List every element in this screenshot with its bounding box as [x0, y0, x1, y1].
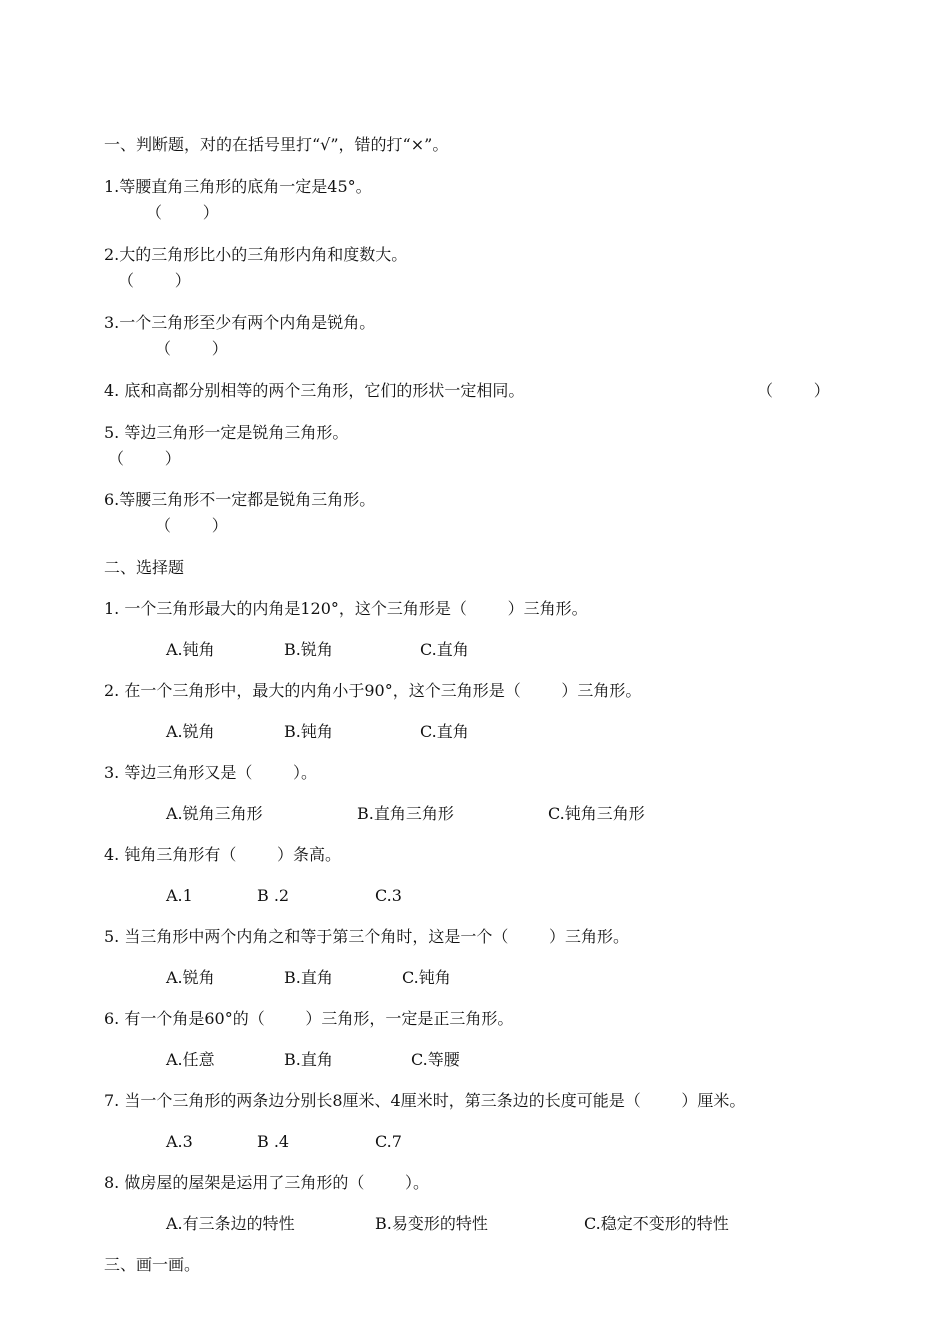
choice-question-3: 3. 等边三角形又是（ ）。 [104, 763, 318, 782]
section-1-title: 一、判断题，对的在括号里打“√”，错的打“×”。 [104, 135, 449, 154]
judge-item-1: 1.等腰直角三角形的底角一定是45°。 [104, 177, 372, 196]
choice-2-option-c: C.直角 [420, 722, 469, 741]
choice-7-option-a: A.3 [166, 1132, 193, 1151]
judge-item-4: 4. 底和高都分别相等的两个三角形，它们的形状一定相同。 [104, 381, 525, 400]
choice-3-option-a: A.锐角三角形 [166, 804, 263, 823]
choice-8-option-c: C.稳定不变形的特性 [584, 1214, 729, 1233]
choice-question-1: 1. 一个三角形最大的内角是120°，这个三角形是（ ）三角形。 [104, 599, 588, 618]
judge-item-2: 2.大的三角形比小的三角形内角和度数大。 [104, 245, 408, 264]
choice-question-5: 5. 当三角形中两个内角之和等于第三个角时，这是一个（ ）三角形。 [104, 927, 630, 946]
choice-1-option-c: C.直角 [420, 640, 469, 659]
choice-7-option-c: C.7 [375, 1132, 402, 1151]
choice-4-option-c: C.3 [375, 886, 402, 905]
judge-item-3: 3.一个三角形至少有两个内角是锐角。 [104, 313, 376, 332]
choice-4-option-a: A.1 [166, 886, 193, 905]
judge-item-6: 6.等腰三角形不一定都是锐角三角形。 [104, 490, 376, 509]
choice-question-6: 6. 有一个角是60°的（ ）三角形，一定是正三角形。 [104, 1009, 514, 1028]
choice-8-option-b: B.易变形的特性 [375, 1214, 488, 1233]
choice-2-option-a: A.锐角 [166, 722, 215, 741]
choice-3-option-c: C.钝角三角形 [548, 804, 645, 823]
choice-question-2: 2. 在一个三角形中，最大的内角小于90°，这个三角形是（ ）三角形。 [104, 681, 642, 700]
judge-item-3-blank: （ ） [155, 339, 228, 358]
choice-7-option-b: B .4 [257, 1132, 290, 1151]
choice-2-option-b: B.钝角 [284, 722, 333, 741]
choice-question-7: 7. 当一个三角形的两条边分别长8厘米、4厘米时，第三条边的长度可能是（ ）厘米。 [104, 1091, 746, 1110]
choice-5-option-c: C.钝角 [402, 968, 451, 987]
choice-5-option-b: B.直角 [284, 968, 333, 987]
choice-question-8: 8. 做房屋的屋架是运用了三角形的（ ）。 [104, 1173, 430, 1192]
choice-1-option-b: B.锐角 [284, 640, 333, 659]
section-2-title: 二、选择题 [104, 558, 185, 577]
judge-item-4-blank: （ ） [757, 381, 830, 400]
choice-6-option-c: C.等腰 [411, 1050, 460, 1069]
judge-item-1-blank: （ ） [146, 203, 219, 222]
judge-item-6-blank: （ ） [155, 516, 228, 535]
choice-1-option-a: A.钝角 [166, 640, 215, 659]
choice-3-option-b: B.直角三角形 [357, 804, 454, 823]
judge-item-5-blank: （ ） [108, 449, 181, 468]
judge-item-5: 5. 等边三角形一定是锐角三角形。 [104, 423, 349, 442]
section-3-title: 三、画一画。 [104, 1255, 201, 1274]
choice-8-option-a: A.有三条边的特性 [166, 1214, 295, 1233]
choice-6-option-a: A.任意 [166, 1050, 215, 1069]
choice-question-4: 4. 钝角三角形有（ ）条高。 [104, 845, 342, 864]
choice-4-option-b: B .2 [257, 886, 290, 905]
choice-5-option-a: A.锐角 [166, 968, 215, 987]
judge-item-2-blank: （ ） [118, 271, 191, 290]
choice-6-option-b: B.直角 [284, 1050, 333, 1069]
